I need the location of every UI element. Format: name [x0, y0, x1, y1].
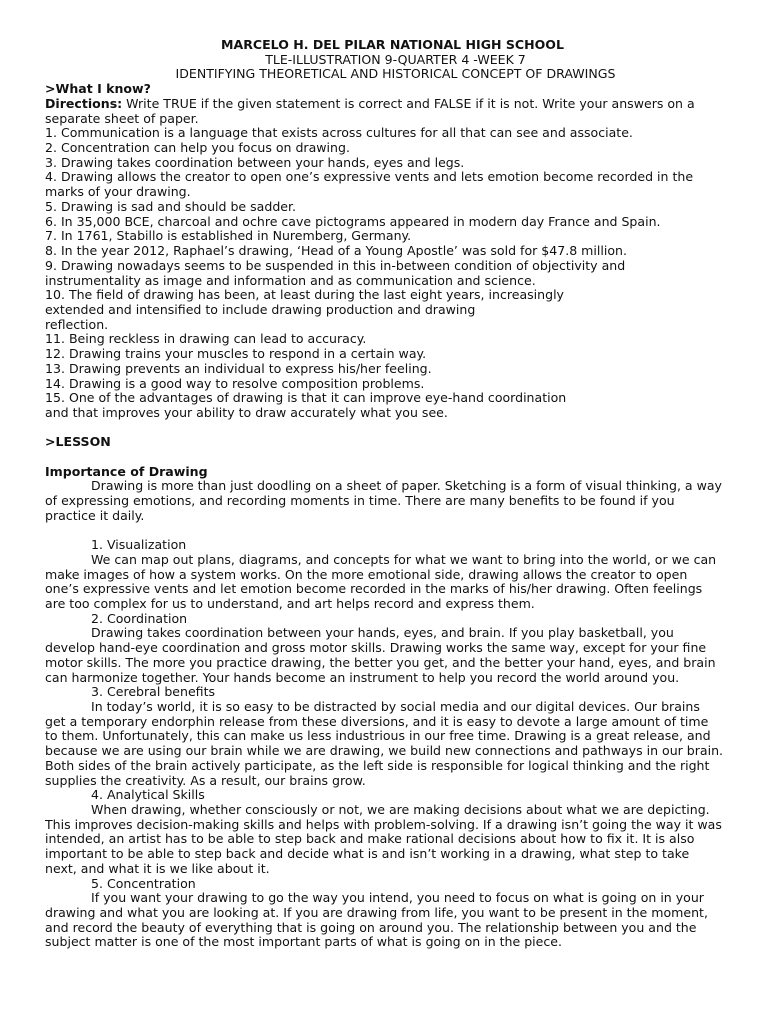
question-item: 6. In 35,000 BCE, charcoal and ochre cave pictograms appeared in modern day France and Spain.: [45, 213, 661, 229]
question-item: 2. Concentration can help you focus on drawing.: [45, 140, 350, 156]
question-item: 13. Drawing prevents an individual to express his/her feeling.: [45, 360, 432, 376]
topic-title: IDENTIFYING THEORETICAL AND HISTORICAL CONCEPT OF DRAWINGS: [175, 66, 616, 82]
directions-label: Directions:: [45, 95, 123, 111]
section-text-analytical-skills: When drawing, whether consciously or not, we are making decisions about what we are depicting. This improves decision-making skills and helps with problem-solving. If a drawing isn’t going the way it was intended, an artist has to be able to step back and make rational decisions about how to fix it. It is also important to be able to step back and decide what is and isn’t working in a drawing, what step to take next, and what it is we like about it.: [45, 802, 722, 876]
section-text-visualization: We can map out plans, diagrams, and concepts for what we want to bring into the world, or we can make images of how a system works. On the more emotional side, drawing allows the creator to open one’s expressive vents and let emotion become recorded in the marks of his/her drawing. Often feelings are too complex for us to understand, and art helps record and express them.: [45, 551, 717, 611]
question-item: 11. Being reckless in drawing can lead to accuracy.: [45, 331, 367, 347]
question-item: 9. Drawing nowadays seems to be suspended in this in-between condition of objectivity and instrumentality as image and information and as communication and science.: [45, 257, 626, 288]
question-item-continued: reflection.: [45, 316, 109, 332]
section-text-coordination: Drawing takes coordination between your hands, eyes, and brain. If you play basketball, you develop hand-eye coordination and gross motor skills. Drawing works the same way, except for your fine motor skills. The more you practice drawing, the better you get, and the better your hand, eyes, and brain can harmonize together. Your hands become an instrument to help you record the world around you.: [45, 625, 716, 685]
question-item-continued: extended and intensified to include drawing production and drawing: [45, 301, 476, 317]
section-title-cerebral-benefits: 3. Cerebral benefits: [91, 684, 216, 700]
question-item: 5. Drawing is sad and should be sadder.: [45, 198, 296, 214]
lesson-title: Importance of Drawing: [45, 463, 208, 479]
question-item: 10. The field of drawing has been, at least during the last eight years, increasingly: [45, 287, 564, 303]
section-text-cerebral-benefits: In today’s world, it is so easy to be distracted by social media and our digital devices. Our brains get a temporary endorphin release from these diversions, and it is easy to devote a large amount of time to them. Unfortunately, this can make us less industrious in our free time. Drawing is a great release, and because we are using our brain while we are drawing, we build new connections and pathways in our brain. Both sides of the brain actively participate, as the left side is responsible for logical thinking and the right supplies the creativity. As a result, our brains grow.: [45, 698, 724, 788]
directions-text: Write TRUE if the given statement is correct and FALSE if it is not. Write your answers on a separate sheet of paper.: [45, 95, 695, 126]
section-title-concentration: 5. Concentration: [91, 875, 196, 891]
lesson-heading: >LESSON: [45, 434, 111, 450]
course-title: TLE-ILLUSTRATION 9-QUARTER 4 -WEEK 7: [265, 51, 526, 67]
question-list: [45, 126, 724, 420]
section-title-coordination: 2. Coordination: [91, 610, 188, 626]
section-title-analytical-skills: 4. Analytical Skills: [91, 787, 205, 803]
school-name: MARCELO H. DEL PILAR NATIONAL HIGH SCHOOL: [221, 37, 564, 52]
what-i-know-heading: >What I know?: [45, 81, 151, 97]
question-item: 4. Drawing allows the creator to open one’s expressive vents and lets emotion become recorded in the marks of your drawing.: [45, 169, 694, 200]
question-item: 3. Drawing takes coordination between your hands, eyes and legs.: [45, 154, 465, 170]
directions: [45, 97, 724, 126]
question-item-continued: and that improves your ability to draw accurately what you see.: [45, 404, 448, 420]
question-item: 15. One of the advantages of drawing is that it can improve eye-hand coordination: [45, 390, 567, 406]
question-item: 7. In 1761, Stabillo is established in Nuremberg, Germany.: [45, 228, 412, 244]
question-item: 8. In the year 2012, Raphael’s drawing, ‘Head of a Young Apostle’ was sold for $47.8 million.: [45, 243, 627, 259]
question-item: 14. Drawing is a good way to resolve composition problems.: [45, 375, 425, 391]
question-item: 1. Communication is a language that exists across cultures for all that can see and associate.: [45, 125, 633, 141]
question-item: 12. Drawing trains your muscles to respond in a certain way.: [45, 346, 427, 362]
lesson-intro: Drawing is more than just doodling on a sheet of paper. Sketching is a form of visual thinking, a way of expressing emotions, and recording moments in time. There are many benefits to be found if you practice it daily.: [45, 478, 722, 523]
section-text-concentration: If you want your drawing to go the way you intend, you need to focus on what is going on in your drawing and what you are looking at. If you are drawing from life, you want to be present in the moment, and record the beauty of everything that is going on around you. The relationship between you and the subject matter is one of the most important parts of what is going on in the piece.: [45, 890, 708, 950]
section-title-visualization: 1. Visualization: [91, 537, 187, 553]
